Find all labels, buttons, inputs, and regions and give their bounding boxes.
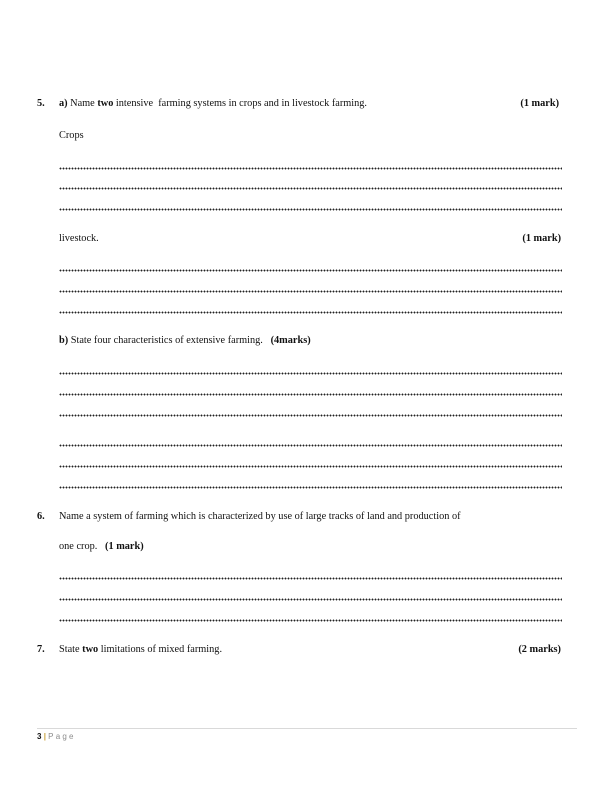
answer-line[interactable] (59, 311, 562, 314)
question-5-number: 5. (37, 98, 45, 109)
part-b-label: b) (59, 335, 69, 346)
page-word: Page (48, 732, 76, 741)
question-6-number: 6. (37, 511, 45, 522)
question-5a-text (59, 98, 367, 109)
answer-line[interactable] (59, 414, 562, 417)
question-5b-marks: (4marks) (270, 335, 311, 346)
question-5b-text (59, 335, 311, 346)
q5a-pre: Name (70, 98, 95, 109)
question-6-marks: (1 mark) (105, 541, 144, 552)
q7-post: limitations of mixed farming. (100, 644, 223, 655)
footer-divider (37, 728, 577, 729)
question-7-text (59, 644, 222, 655)
part-a-label: a) (59, 98, 68, 109)
q7-pre: State (59, 644, 80, 655)
question-7-number: 7. (37, 644, 45, 655)
crops-label: Crops (59, 130, 84, 141)
question-7-marks: (2 marks) (518, 644, 561, 655)
answer-line[interactable] (59, 444, 562, 447)
answer-line[interactable] (59, 393, 562, 396)
q7-emphasis: two (82, 644, 99, 655)
answer-line[interactable] (59, 269, 562, 272)
answer-line[interactable] (59, 372, 562, 375)
answer-line[interactable] (59, 187, 562, 190)
question-5a-marks: (1 mark) (520, 98, 559, 109)
answer-line[interactable] (59, 208, 562, 211)
answer-line[interactable] (59, 619, 562, 622)
livestock-label: livestock. (59, 233, 99, 244)
answer-line[interactable] (59, 577, 562, 580)
question-6-line2 (59, 541, 144, 552)
answer-line[interactable] (59, 167, 562, 170)
q5a-post: intensive farming systems in crops and in livestock farming. (115, 98, 368, 109)
q5a-emphasis: two (97, 98, 114, 109)
q6-line2-text: one crop. (59, 541, 98, 552)
question-6-line1: Name a system of farming which is characterized by use of large tracks of land and production of (59, 511, 461, 522)
footer-separator: | (43, 732, 46, 741)
page-number: 3 (37, 732, 42, 741)
q5b-body: State four characteristics of extensive farming. (70, 335, 263, 346)
answer-line[interactable] (59, 598, 562, 601)
answer-line[interactable] (59, 486, 562, 489)
answer-line[interactable] (59, 465, 562, 468)
page-footer (37, 732, 76, 741)
livestock-marks: (1 mark) (522, 233, 561, 244)
answer-line[interactable] (59, 290, 562, 293)
